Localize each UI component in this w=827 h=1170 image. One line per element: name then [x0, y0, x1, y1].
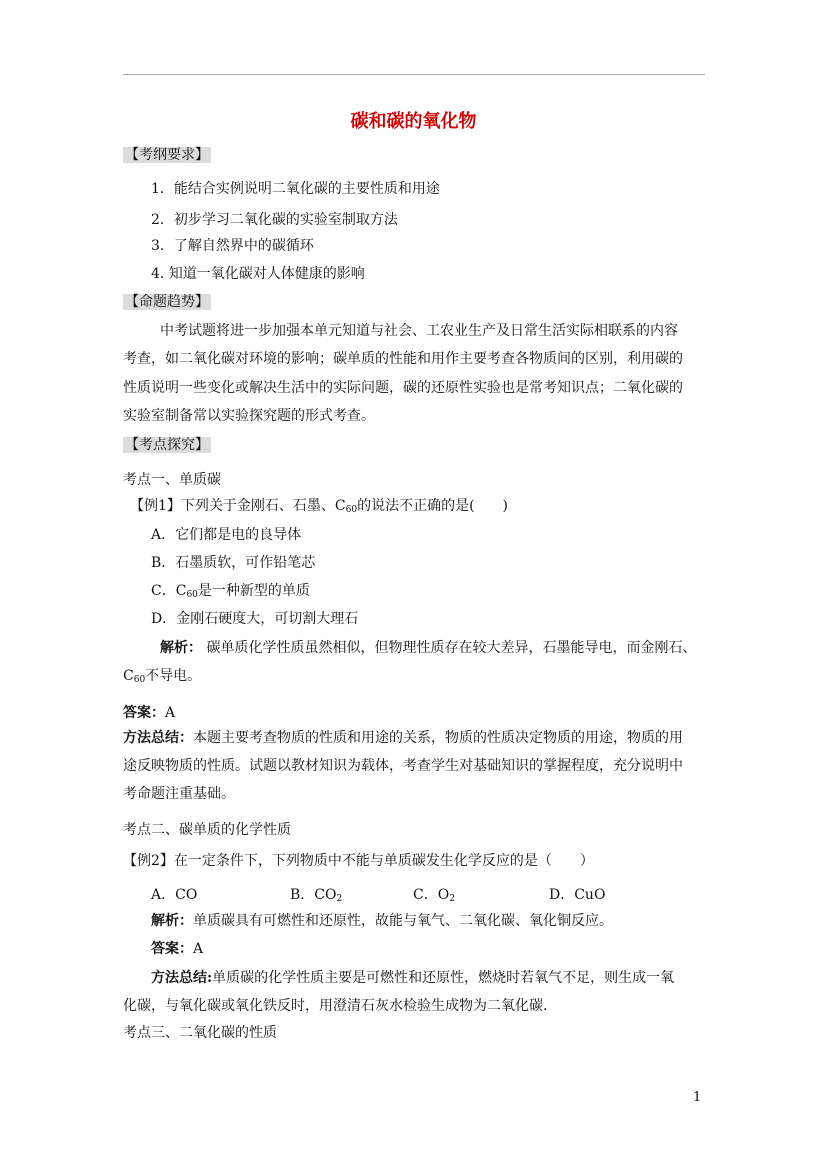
- example-2-analysis: 解析：单质碳具有可燃性和还原性，故能与氧气、二氧化碳、氧化铜反应。: [151, 913, 613, 929]
- example-2-question: 【例2】在一定条件下，下列物质中不能与单质碳发生化学反应的是（ ）: [123, 853, 594, 869]
- requirement-item: 4. 知道一氧化碳对人体健康的影响: [151, 266, 365, 282]
- page-title: 碳和碳的氧化物: [350, 111, 477, 132]
- example-2-summary: 方法总结:单质碳的化学性质主要是可燃性和还原性，燃烧时若氧气不足，则生成一氧: [151, 970, 675, 986]
- example-2-option-d: D．CuO: [549, 887, 606, 903]
- trend-paragraph-line: 实验室制备常以实验探究题的形式考查。: [123, 408, 375, 424]
- topic-heading-2: 考点二、碳单质的化学性质: [123, 822, 291, 838]
- section-heading-requirements: [123, 145, 211, 165]
- trend-paragraph-line: 性质说明一些变化或解决生活中的实际问题，碳的还原性实验也是常考知识点；二氧化碳的: [123, 380, 683, 396]
- example-2-option-c: C．$O_2$: [413, 887, 455, 904]
- example-2-answer: 答案：A: [151, 941, 204, 957]
- example-2-option-b: B．$CO_2$: [290, 887, 343, 904]
- trend-paragraph-line: 考查，如二氧化碳对环境的影响；碳单质的性能和用作主要考查各物质间的区别，利用碳的: [123, 351, 683, 367]
- example-2-option-a: A．CO: [151, 887, 198, 903]
- example-1-option-b: B．石墨质软，可作铅笔芯: [151, 555, 316, 571]
- example-2-summary-cont: 化碳，与氧化碳或氧化铁反时，用澄清石灰水检验生成物为二氧化碳.: [123, 998, 548, 1014]
- section-heading-explore: [123, 435, 211, 455]
- example-1-analysis: 解析： 碳单质化学性质虽然相似，但物理性质存在较大差异，石墨能导电，而金刚石、: [160, 640, 697, 656]
- example-1-option-d: D．金刚石硬度大，可切割大理石: [151, 611, 359, 627]
- example-1-analysis-cont: $C_{60}$不导电。: [123, 668, 202, 685]
- topic-heading-1: 考点一、单质碳: [123, 472, 221, 488]
- trend-paragraph-line: 中考试题将进一步加强本单元知道与社会、工农业生产及日常生活实际相联系的内容: [160, 323, 678, 339]
- example-1-answer: 答案：A: [123, 705, 176, 721]
- header-rule: [123, 74, 705, 75]
- requirement-item: 3．了解自然界中的碳循环: [151, 238, 314, 254]
- example-1-option-a: A．它们都是电的良导体: [151, 527, 302, 543]
- section-heading-text: 【考点探究】: [125, 437, 209, 453]
- section-heading-text: 【考纲要求】: [125, 147, 209, 163]
- example-1-summary-cont: 考命题注重基础。: [123, 786, 235, 802]
- topic-heading-3: 考点三、二氧化碳的性质: [123, 1025, 277, 1041]
- section-heading-trend: [123, 292, 211, 312]
- section-heading-text: 【命题趋势】: [125, 294, 209, 310]
- example-1-option-c: C．$C_{60}$是一种新型的单质: [151, 583, 310, 600]
- example-1-question: 【例1】下列关于金刚石、石墨、$C_{60}$的说法不正确的是( ): [130, 498, 509, 515]
- example-1-summary: 方法总结：本题主要考查物质的性质和用途的关系，物质的性质决定物质的用途，物质的用: [123, 730, 683, 746]
- requirement-item: 1．能结合实例说明二氧化碳的主要性质和用途: [151, 181, 440, 197]
- page-number: 1: [693, 1090, 702, 1105]
- example-1-summary-cont: 途反映物质的性质。试题以教材知识为载体，考查学生对基础知识的掌握程度，充分说明中: [123, 758, 683, 774]
- requirement-item: 2．初步学习二氧化碳的实验室制取方法: [151, 212, 398, 228]
